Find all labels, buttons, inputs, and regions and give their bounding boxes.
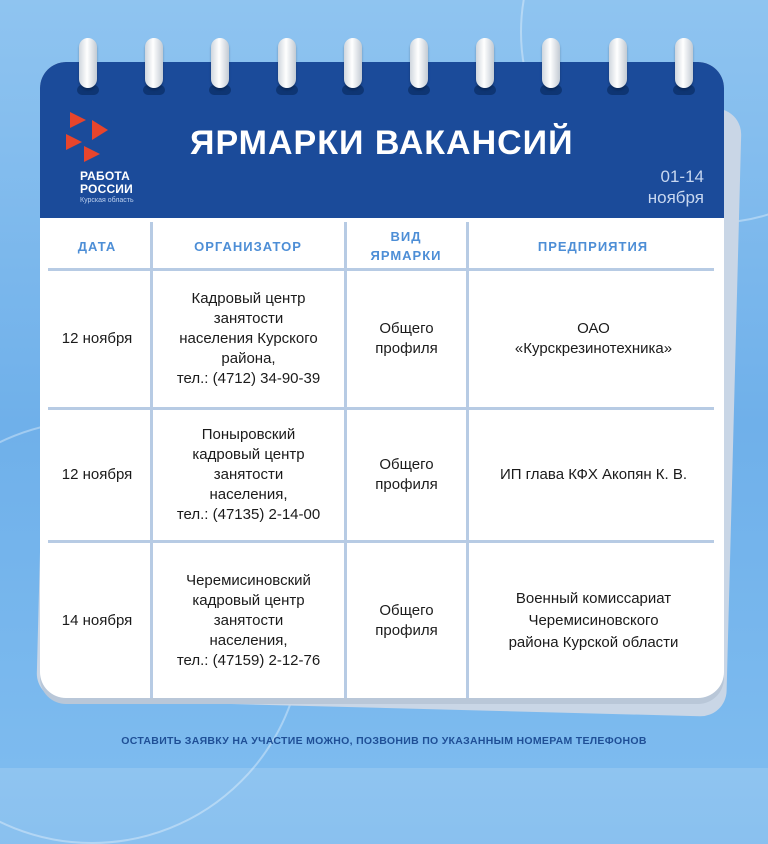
organizer-line: занятости — [213, 310, 284, 327]
binder-ring — [211, 38, 229, 88]
rabota-rossii-logo-icon — [64, 112, 124, 162]
date-range: 01-14 — [660, 167, 704, 186]
company-line: Черемисиновского — [528, 611, 659, 629]
logo-line-1: РАБОТА — [80, 169, 131, 183]
vacancy-fairs-table — [44, 222, 718, 702]
table-cell-date: 12 ноября — [61, 330, 133, 347]
table-cell-organizer — [153, 410, 344, 540]
column-header-companies: ПРЕДПРИЯТИЯ — [537, 238, 649, 254]
column-header-type-line1: ВИД — [390, 229, 422, 244]
binder-ring — [609, 38, 627, 88]
organizer-line: населения Курского — [179, 330, 318, 347]
binder-ring — [79, 38, 97, 88]
organizer-line: района, — [221, 350, 276, 367]
organizer-line: Черемисиновский — [186, 571, 311, 589]
column-header-type-line2: ЯРМАРКИ — [370, 248, 442, 263]
company-line: ОАО — [577, 320, 610, 337]
table-cell-type — [347, 271, 466, 407]
binder-ring — [145, 38, 163, 88]
date-month: ноября — [647, 188, 704, 207]
organizer-line: занятости — [213, 466, 284, 483]
logo-wordmark — [80, 170, 133, 196]
column-header-organizer: ОРГАНИЗАТОР — [194, 238, 302, 254]
table-cell-date: 12 ноября — [61, 466, 133, 483]
column-header-date: ДАТА — [77, 238, 117, 254]
binder-ring — [410, 38, 428, 88]
date-range-block — [648, 166, 704, 208]
binder-ring — [278, 38, 296, 88]
binder-ring — [344, 38, 362, 88]
binder-ring — [675, 38, 693, 88]
logo-region: Курская область — [80, 197, 134, 204]
footer-note: ОСТАВИТЬ ЗАЯВКУ НА УЧАСТИЕ МОЖНО, ПОЗВОНИВ ПО УКАЗАННЫМ НОМЕРАМ ТЕЛЕФОНОВ — [121, 735, 647, 747]
type-line: профиля — [375, 621, 438, 639]
organizer-line: Кадровый центр — [191, 290, 306, 307]
organizer-line: Поныровский — [201, 426, 296, 443]
table-cell-type — [347, 543, 466, 698]
organizer-line: кадровый центр — [192, 446, 305, 463]
table-cell-company — [469, 271, 718, 407]
binder-ring — [542, 38, 560, 88]
organizer-phone: тел.: (4712) 34-90-39 — [176, 370, 321, 387]
table-cell-company — [469, 543, 718, 698]
company-line: ИП глава КФХ Акопян К. В. — [499, 466, 688, 483]
organizer-phone: тел.: (47159) 2-12-76 — [176, 651, 321, 669]
binder-ring — [476, 38, 494, 88]
type-line: Общего — [379, 320, 434, 337]
company-line: района Курской области — [508, 633, 679, 651]
logo-line-2: РОССИИ — [80, 182, 133, 196]
table-cell-type — [347, 410, 466, 540]
type-line: профиля — [375, 340, 438, 357]
organizer-line: населения, — [209, 486, 288, 503]
table-cell-organizer — [153, 271, 344, 407]
table-cell-date: 14 ноября — [61, 611, 133, 629]
table-cell-company — [469, 410, 718, 540]
page-title: ЯРМАРКИ ВАКАНСИЙ — [190, 124, 574, 162]
organizer-line: населения, — [209, 631, 288, 649]
organizer-line: кадровый центр — [192, 591, 305, 609]
organizer-phone: тел.: (47135) 2-14-00 — [176, 506, 321, 523]
company-line: «Курскрезинотехника» — [514, 340, 673, 357]
type-line: Общего — [379, 456, 434, 473]
column-header-type — [346, 222, 466, 270]
organizer-line: занятости — [213, 611, 284, 629]
type-line: Общего — [379, 601, 434, 619]
type-line: профиля — [375, 476, 438, 493]
table-cell-organizer — [153, 543, 344, 698]
company-line: Военный комиссариат — [515, 589, 672, 607]
